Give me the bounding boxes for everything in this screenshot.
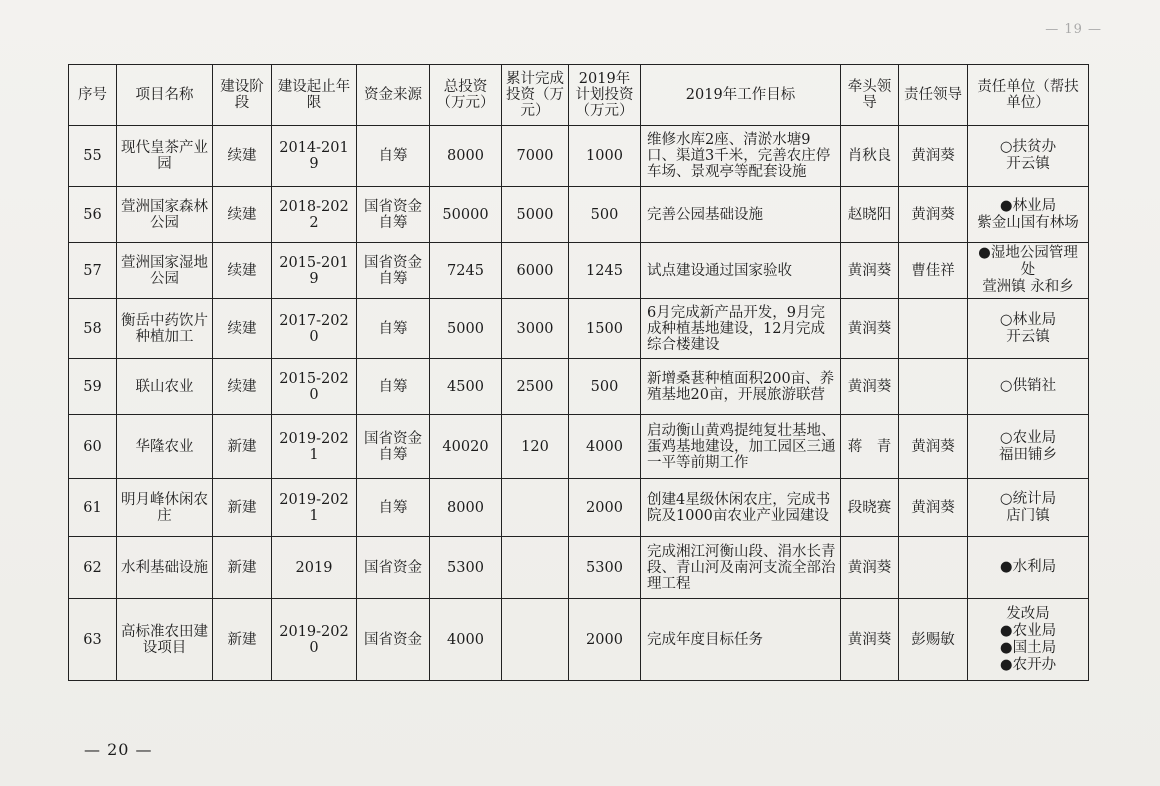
cell-total: 8000	[430, 126, 502, 187]
cell-stage: 续建	[213, 299, 272, 359]
cell-unit: ●水利局	[968, 537, 1089, 599]
cell-seq: 59	[69, 359, 117, 415]
cell-cumulative	[502, 599, 569, 681]
cell-unit: ○供销社	[968, 359, 1089, 415]
cell-cumulative: 5000	[502, 187, 569, 243]
cell-unit: 发改局 ●农业局 ●国土局 ●农开办	[968, 599, 1089, 681]
cell-stage: 续建	[213, 243, 272, 299]
header-row	[69, 65, 1089, 126]
cell-unit: ○林业局 开云镇	[968, 299, 1089, 359]
cell-plan2019: 1245	[569, 243, 641, 299]
cell-seq: 55	[69, 126, 117, 187]
cell-goal: 创建4星级休闲农庄，完成书院及1000亩农业产业园建设	[641, 479, 841, 537]
cell-goal: 完成年度目标任务	[641, 599, 841, 681]
table-row	[69, 479, 1089, 537]
cell-total: 40020	[430, 415, 502, 479]
cell-stage: 新建	[213, 415, 272, 479]
cell-seq: 60	[69, 415, 117, 479]
cell-plan2019: 500	[569, 359, 641, 415]
cell-fund: 自筹	[357, 126, 430, 187]
cell-name: 明月峰休闲农庄	[117, 479, 213, 537]
cell-resp: 彭赐敏	[899, 599, 968, 681]
cell-fund: 国省资金	[357, 537, 430, 599]
cell-plan2019: 2000	[569, 479, 641, 537]
cell-lead: 肖秋良	[841, 126, 899, 187]
header-goal: 2019年工作目标	[641, 65, 841, 126]
cell-seq: 61	[69, 479, 117, 537]
cell-total: 4000	[430, 599, 502, 681]
cell-unit: ●林业局 紫金山国有林场	[968, 187, 1089, 243]
cell-resp: 黄润葵	[899, 187, 968, 243]
table-row	[69, 187, 1089, 243]
cell-resp	[899, 299, 968, 359]
table-row	[69, 359, 1089, 415]
cell-goal: 6月完成新产品开发，9月完成种植基地建设，12月完成综合楼建设	[641, 299, 841, 359]
header-seq: 序号	[69, 65, 117, 126]
cell-total: 50000	[430, 187, 502, 243]
cell-fund: 国省资金	[357, 599, 430, 681]
cell-resp: 黄润葵	[899, 479, 968, 537]
project-table	[68, 64, 1089, 681]
cell-period: 2015-2019	[272, 243, 357, 299]
cell-period: 2019	[272, 537, 357, 599]
table-row	[69, 537, 1089, 599]
cell-total: 8000	[430, 479, 502, 537]
cell-lead: 黄润葵	[841, 599, 899, 681]
cell-stage: 续建	[213, 126, 272, 187]
table-row	[69, 243, 1089, 299]
cell-name: 萱洲国家森林公园	[117, 187, 213, 243]
cell-resp: 黄润葵	[899, 415, 968, 479]
cell-lead: 黄润葵	[841, 299, 899, 359]
cell-stage: 续建	[213, 359, 272, 415]
cell-stage: 新建	[213, 479, 272, 537]
table-row	[69, 599, 1089, 681]
cell-seq: 56	[69, 187, 117, 243]
cell-unit: ○统计局 店门镇	[968, 479, 1089, 537]
cell-total: 5300	[430, 537, 502, 599]
cell-fund: 自筹	[357, 359, 430, 415]
table-row	[69, 126, 1089, 187]
cell-plan2019: 4000	[569, 415, 641, 479]
cell-seq: 62	[69, 537, 117, 599]
cell-period: 2019-2021	[272, 479, 357, 537]
header-period: 建设起止年限	[272, 65, 357, 126]
header-unit: 责任单位（帮扶单位）	[968, 65, 1089, 126]
cell-period: 2014-2019	[272, 126, 357, 187]
cell-lead: 段晓赛	[841, 479, 899, 537]
previous-page-number: — 19 —	[1045, 22, 1102, 37]
page-number: — 20 —	[84, 740, 153, 759]
cell-period: 2019-2020	[272, 599, 357, 681]
cell-total: 7245	[430, 243, 502, 299]
cell-cumulative: 7000	[502, 126, 569, 187]
cell-fund: 国省资金 自筹	[357, 415, 430, 479]
cell-stage: 新建	[213, 537, 272, 599]
cell-cumulative: 2500	[502, 359, 569, 415]
cell-seq: 57	[69, 243, 117, 299]
cell-plan2019: 500	[569, 187, 641, 243]
cell-unit: ○农业局 福田铺乡	[968, 415, 1089, 479]
cell-lead: 黄润葵	[841, 537, 899, 599]
cell-resp: 曹佳祥	[899, 243, 968, 299]
cell-plan2019: 5300	[569, 537, 641, 599]
cell-goal: 新增桑葚种植面积200亩、养殖基地20亩，开展旅游联营	[641, 359, 841, 415]
cell-resp: 黄润葵	[899, 126, 968, 187]
cell-total: 4500	[430, 359, 502, 415]
header-cumulative: 累计完成投资（万元）	[502, 65, 569, 126]
cell-total: 5000	[430, 299, 502, 359]
cell-period: 2017-2020	[272, 299, 357, 359]
cell-period: 2019-2021	[272, 415, 357, 479]
header-total: 总投资（万元）	[430, 65, 502, 126]
cell-cumulative: 120	[502, 415, 569, 479]
cell-lead: 黄润葵	[841, 359, 899, 415]
cell-cumulative	[502, 537, 569, 599]
cell-cumulative	[502, 479, 569, 537]
header-fund: 资金来源	[357, 65, 430, 126]
header-stage: 建设阶段	[213, 65, 272, 126]
cell-cumulative: 6000	[502, 243, 569, 299]
cell-resp	[899, 537, 968, 599]
cell-goal: 维修水库2座、清淤水塘9口、渠道3千米，完善农庄停车场、景观亭等配套设施	[641, 126, 841, 187]
cell-plan2019: 1000	[569, 126, 641, 187]
cell-cumulative: 3000	[502, 299, 569, 359]
cell-seq: 63	[69, 599, 117, 681]
cell-name: 华隆农业	[117, 415, 213, 479]
cell-plan2019: 2000	[569, 599, 641, 681]
cell-fund: 自筹	[357, 479, 430, 537]
cell-goal: 完成湘江河衡山段、涓水长青段、青山河及南河支流全部治理工程	[641, 537, 841, 599]
cell-goal: 完善公园基础设施	[641, 187, 841, 243]
cell-plan2019: 1500	[569, 299, 641, 359]
cell-name: 萱洲国家湿地公园	[117, 243, 213, 299]
cell-unit: ○扶贫办 开云镇	[968, 126, 1089, 187]
cell-name: 衡岳中药饮片种植加工	[117, 299, 213, 359]
cell-name: 联山农业	[117, 359, 213, 415]
cell-name: 高标准农田建设项目	[117, 599, 213, 681]
cell-lead: 赵晓阳	[841, 187, 899, 243]
cell-goal: 试点建设通过国家验收	[641, 243, 841, 299]
cell-goal: 启动衡山黄鸡提纯复壮基地、蛋鸡基地建设，加工园区三通一平等前期工作	[641, 415, 841, 479]
header-lead: 牵头领导	[841, 65, 899, 126]
cell-unit: ●湿地公园管理处 萱洲镇 永和乡	[968, 243, 1089, 299]
cell-period: 2018-2022	[272, 187, 357, 243]
cell-name: 水利基础设施	[117, 537, 213, 599]
cell-lead: 蒋 青	[841, 415, 899, 479]
cell-fund: 国省资金 自筹	[357, 187, 430, 243]
cell-period: 2015-2020	[272, 359, 357, 415]
header-resp: 责任领导	[899, 65, 968, 126]
cell-name: 现代皇茶产业园	[117, 126, 213, 187]
header-plan2019: 2019年计划投资（万元）	[569, 65, 641, 126]
cell-lead: 黄润葵	[841, 243, 899, 299]
table-row	[69, 415, 1089, 479]
cell-resp	[899, 359, 968, 415]
cell-seq: 58	[69, 299, 117, 359]
cell-fund: 国省资金 自筹	[357, 243, 430, 299]
header-name: 项目名称	[117, 65, 213, 126]
table-row	[69, 299, 1089, 359]
cell-fund: 自筹	[357, 299, 430, 359]
cell-stage: 新建	[213, 599, 272, 681]
cell-stage: 续建	[213, 187, 272, 243]
